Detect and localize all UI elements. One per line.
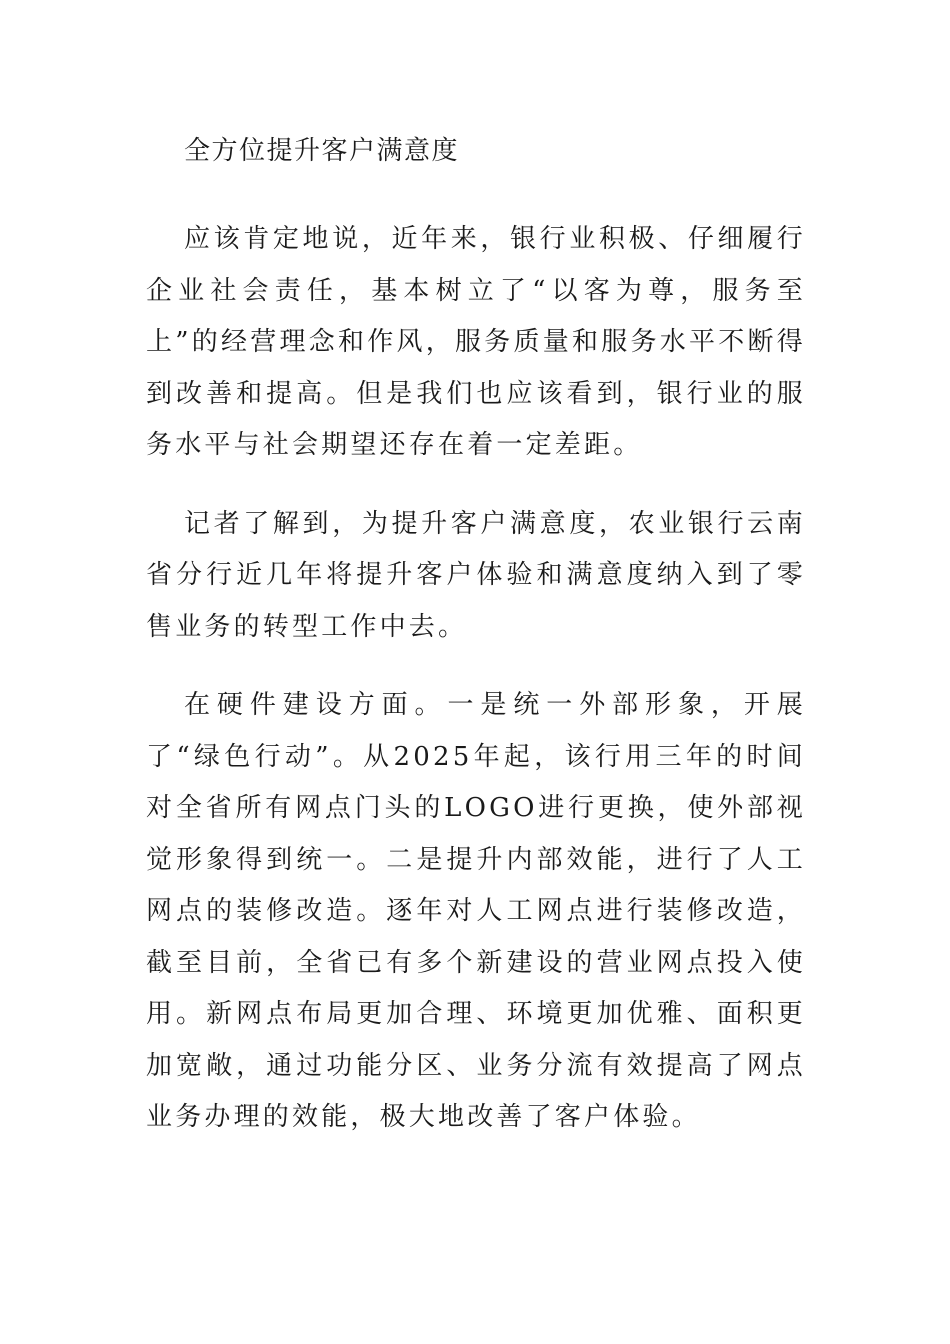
document-body [146,128,806,1144]
paragraph-3: 在硬件建设方面。一是统一外部形象，开展了“绿色行动”。从2025年起，该行用三年的时间对全省所有网点门头的LOGO进行更换，使外部视觉形象得到统一。二是提升内部效能，进行了人工网点的装修改造。逐年对人工网点进行装修改造，截至目前，全省已有多个新建设的营业网点投入使用。新网点布局更加合理、环境更加优雅、面积更加宽敞，通过功能分区、业务分流有效提高了网点业务办理的效能，极大地改善了客户体验。 [146,690,806,1132]
paragraph-1: 应该肯定地说，近年来，银行业积极、仔细履行企业社会责任，基本树立了“以客为尊，服务至上”的经营理念和作风，服务质量和服务水平不断得到改善和提高。但是我们也应该看到，银行业的服务水平与社会期望还存在着一定差距。 [146,224,806,460]
document-title: 全方位提升客户满意度 [184,136,460,166]
paragraph-2: 记者了解到，为提升客户满意度，农业银行云南省分行近几年将提升客户体验和满意度纳入到了零售业务的转型工作中去。 [146,508,806,642]
